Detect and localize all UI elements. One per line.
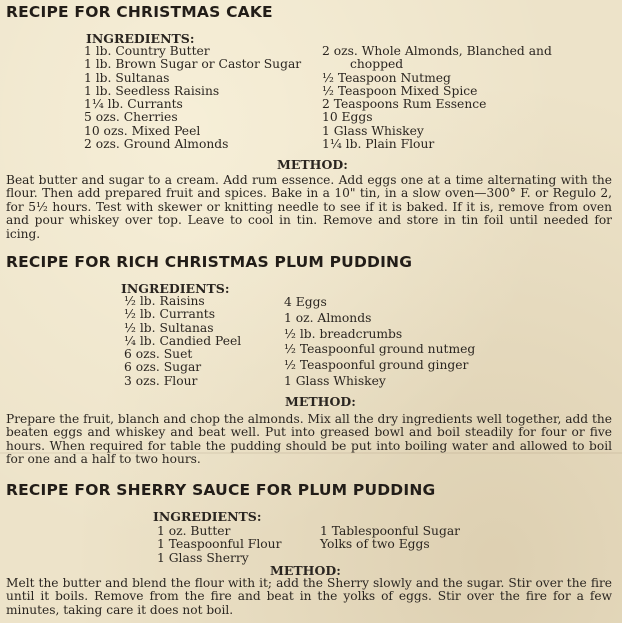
ingredient-item: 1 lb. Brown Sugar or Castor Sugar: [84, 57, 302, 72]
ingredients-list-right: [322, 45, 552, 151]
ingredient-item: ½ lb. Currants: [124, 307, 216, 322]
ingredients-heading: INGREDIENTS:: [121, 281, 230, 296]
ingredient-item: ½ lb. breadcrumbs: [284, 326, 403, 341]
ingredient-item: 1 Glass Whiskey: [284, 373, 386, 388]
ingredient-item: 10 ozs. Mixed Peel: [84, 123, 201, 138]
recipe-title-christmas-cake: RECIPE FOR CHRISTMAS CAKE: [6, 3, 273, 21]
ingredients-list-left: [124, 295, 241, 388]
ingredient-item: 1 lb. Sultanas: [84, 70, 170, 85]
ingredients-list-right: [320, 525, 460, 552]
ingredient-item: ½ Teaspoonful ground ginger: [284, 358, 469, 373]
ingredient-item: 4 Eggs: [284, 295, 327, 309]
ingredients-list-left: [84, 45, 301, 151]
ingredient-item: 1¼ lb. Plain Flour: [322, 137, 435, 152]
ingredient-item: 2 ozs. Whole Almonds, Blanched and: [322, 44, 552, 58]
ingredient-item: 1 lb. Country Butter: [84, 44, 210, 58]
ingredient-item: ½ Teaspoon Mixed Spice: [322, 83, 478, 98]
ingredient-item: 10 Eggs: [322, 110, 373, 125]
ingredient-item: 1 lb. Seedless Raisins: [84, 83, 220, 98]
ingredient-item: 5 ozs. Cherries: [84, 110, 178, 125]
method-heading: METHOD:: [277, 157, 348, 172]
method-text: Prepare the fruit, blanch and chop the almonds. Mix all the dry ingredients well together, add the beaten eggs and whiskey and beat well. Put into greased bowl and boil steadily for four or five hours. When required for table the pudding should be put into boiling water and allowed to boil for one and a half to two hours.: [6, 412, 612, 467]
paper-fold: [0, 452, 622, 454]
ingredients-heading: INGREDIENTS:: [86, 31, 195, 46]
ingredient-item: 6 ozs. Sugar: [124, 360, 202, 375]
ingredient-item: ¼ lb. Candied Peel: [124, 333, 242, 348]
ingredients-heading: INGREDIENTS:: [153, 509, 262, 524]
ingredient-item: 1¼ lb. Currants: [84, 97, 183, 112]
ingredient-item: 1 Teaspoonful Flour: [157, 537, 282, 552]
method-heading: METHOD:: [285, 394, 356, 409]
ingredient-item: 6 ozs. Suet: [124, 347, 193, 362]
method-text: Melt the butter and blend the flour with it; add the Sherry slowly and the sugar. Stir over the fire until it boils. Remove from the fire and beat in the yolks of eggs. Stir over the fire for a few minutes, taking care it does not boil.: [6, 576, 612, 617]
method-text: Beat butter and sugar to a cream. Add rum essence. Add eggs one at a time alternating with the flour. Then add prepared fruit and spices. Bake in a 10" tin, in a slow oven—300° F. or Regulo 2, for 5½ hours. Test with skewer or knitting needle to see if it is baked. If it is, remove from oven and pour whiskey over top. Leave to cool in tin. Remove and store in tin foil until needed for icing.: [6, 173, 612, 241]
ingredient-item: 1 oz. Almonds: [284, 310, 372, 325]
ingredient-item: Yolks of two Eggs: [320, 537, 430, 552]
ingredient-item: 1 Glass Sherry: [157, 550, 249, 565]
method-heading: METHOD:: [270, 563, 341, 578]
ingredient-item: ½ lb. Raisins: [124, 294, 205, 308]
ingredient-item: 1 Glass Whiskey: [322, 123, 424, 138]
recipe-title-plum-pudding: RECIPE FOR RICH CHRISTMAS PLUM PUDDING: [6, 253, 413, 271]
recipe-title-sherry-sauce: RECIPE FOR SHERRY SAUCE FOR PLUM PUDDING: [6, 481, 436, 499]
ingredient-item: ½ Teaspoonful ground nutmeg: [284, 342, 476, 357]
ingredient-item: 1 Tablespoonful Sugar: [320, 524, 461, 538]
ingredients-list-left: [157, 525, 281, 565]
ingredient-item: ½ Teaspoon Nutmeg: [322, 70, 451, 85]
ingredient-item: 2 ozs. Ground Almonds: [84, 137, 229, 152]
ingredients-list-right: [284, 295, 475, 390]
ingredient-item: 1 oz. Butter: [157, 524, 231, 538]
ingredient-item: 3 ozs. Flour: [124, 373, 198, 388]
ingredient-item: 2 Teaspoons Rum Essence: [322, 97, 487, 112]
ingredient-item: chopped: [350, 57, 404, 72]
ingredient-item: ½ lb. Sultanas: [124, 320, 214, 335]
